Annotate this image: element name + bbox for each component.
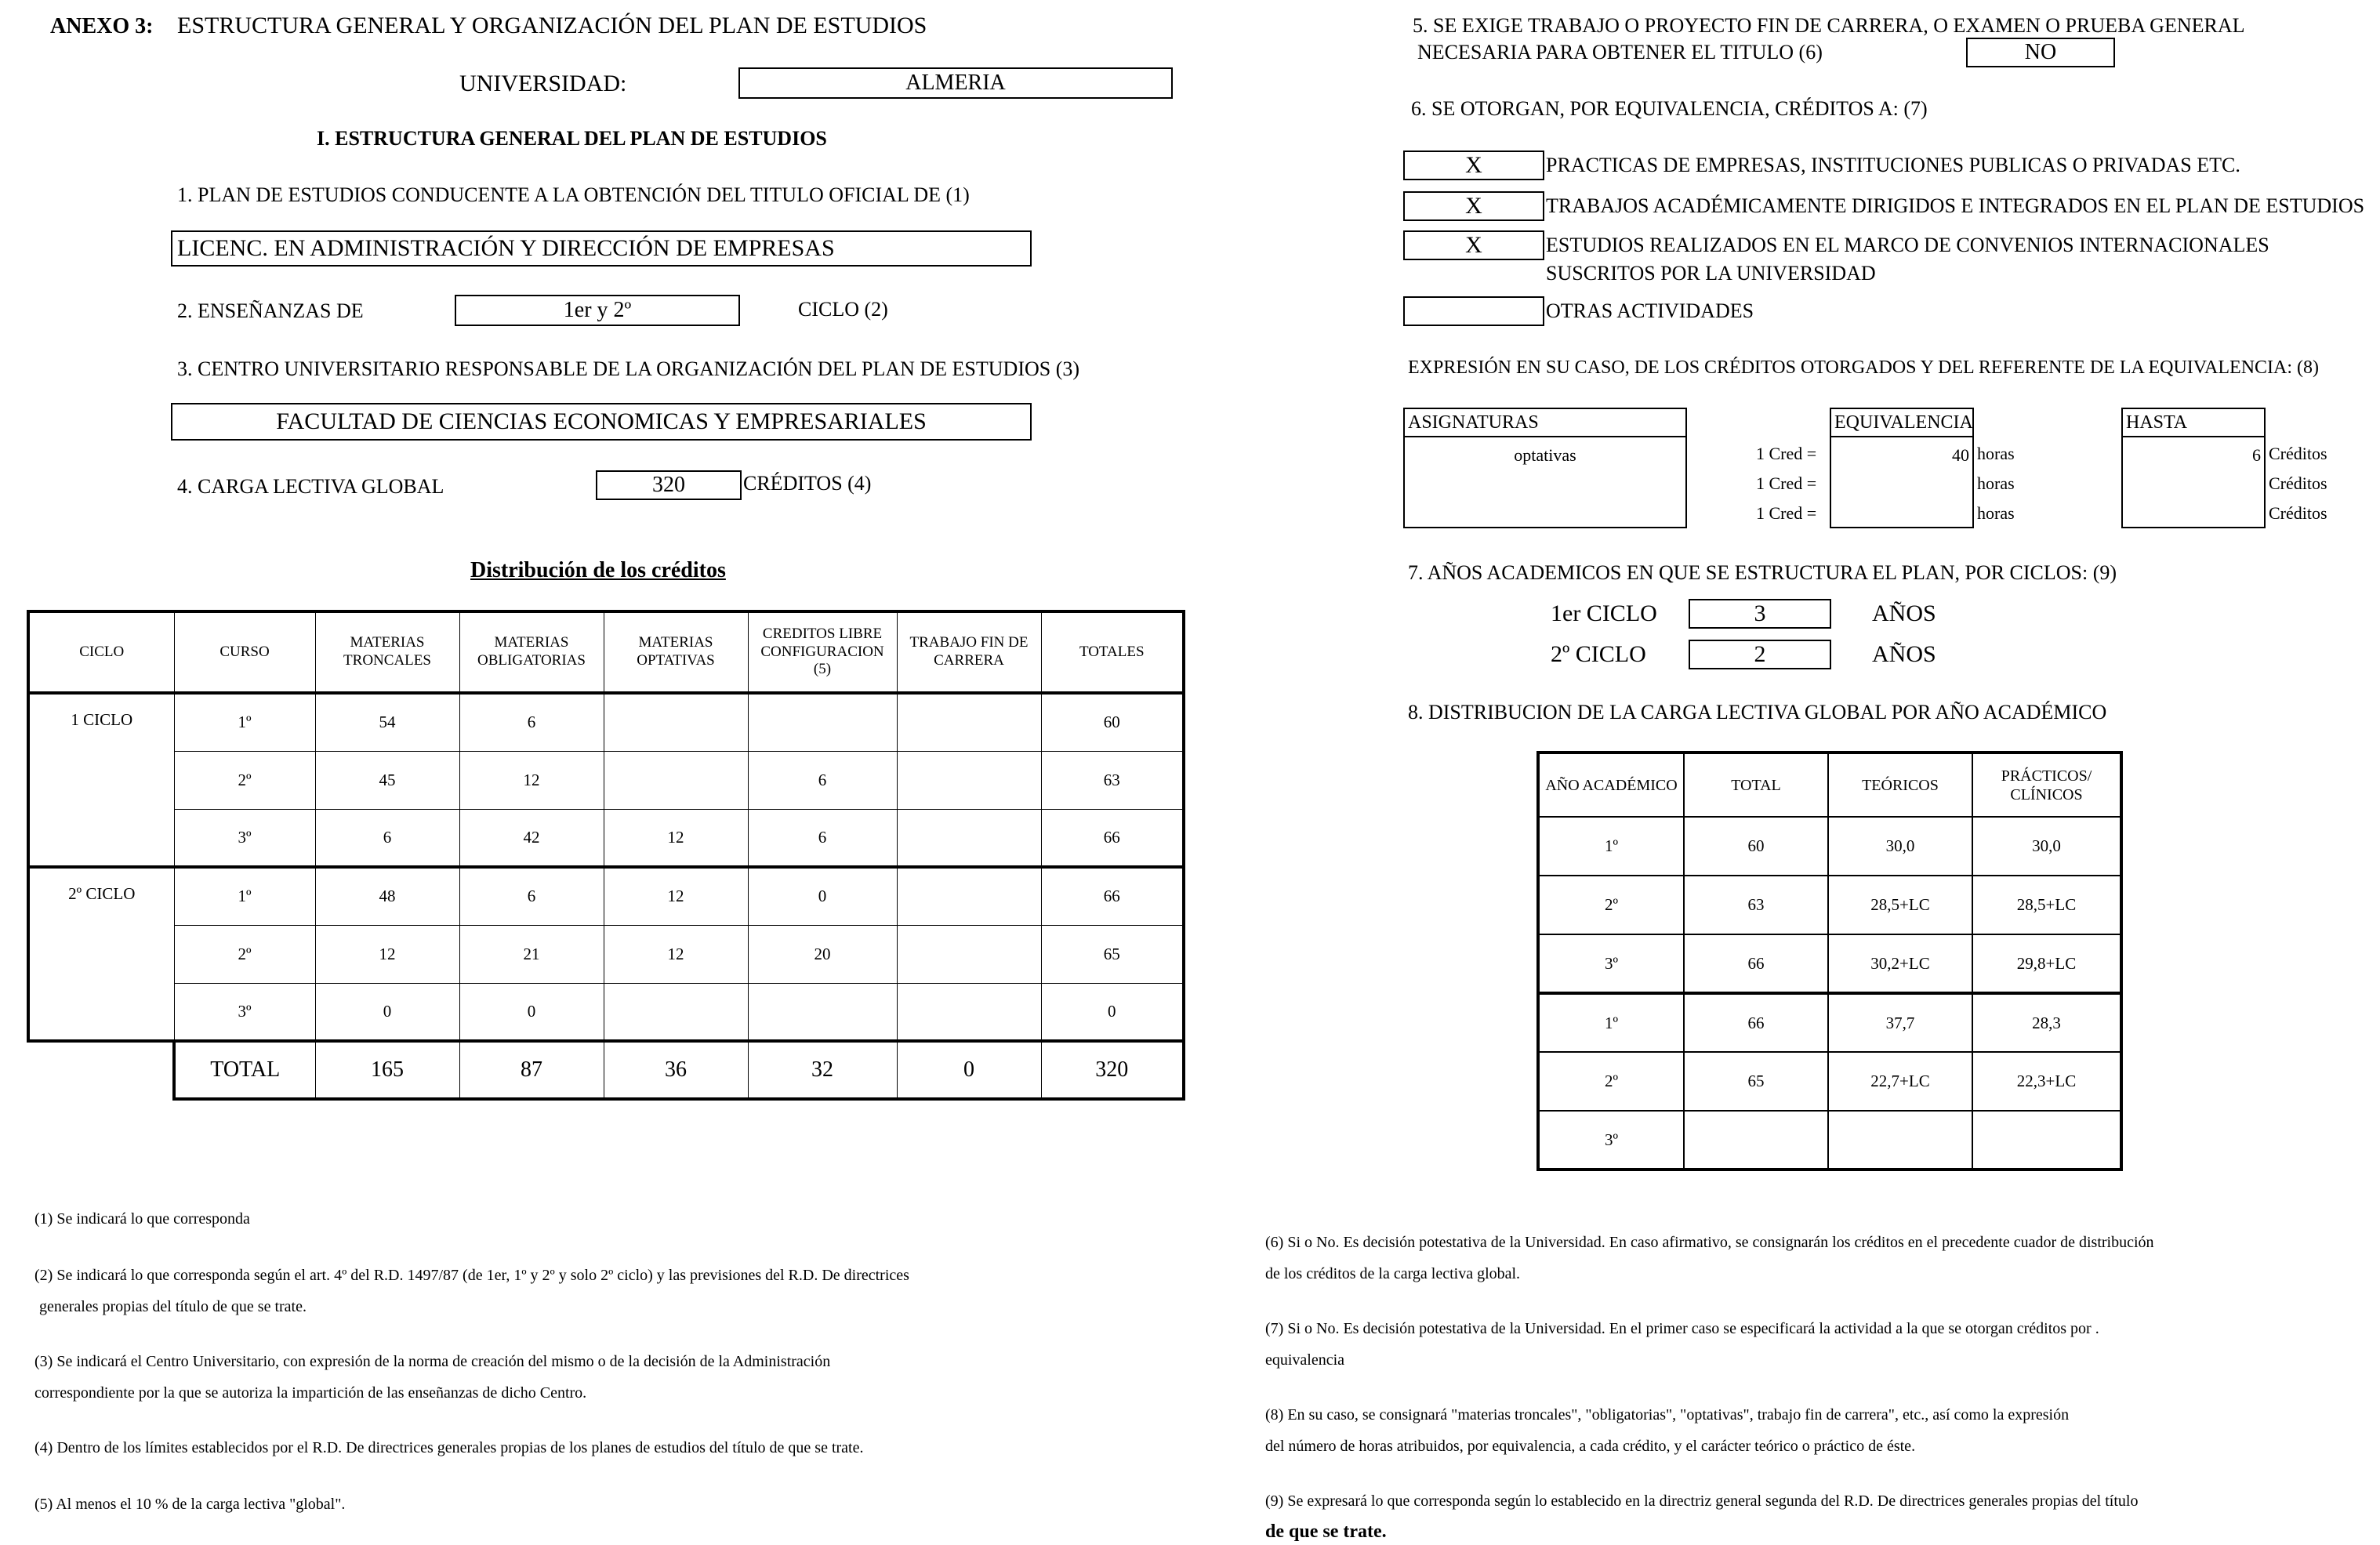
carga-value: 320 — [652, 473, 685, 497]
universidad-value: ALMERIA — [905, 71, 1006, 95]
anos-label-1: AÑOS — [1872, 600, 1936, 626]
section1-title: I. ESTRUCTURA GENERAL DEL PLAN DE ESTUDIOS — [317, 127, 827, 150]
footnote-8b: del número de horas atribuidos, por equivalencia, a cada crédito, y el carácter teórico o práctico de éste. — [1265, 1438, 1916, 1455]
ciclo2-label: 2º CICLO — [1551, 641, 1646, 667]
asignaturas-box — [1403, 408, 1687, 528]
footnote-2a: (2) Se indicará lo que corresponda según el art. 4º del R.D. 1497/87 (de 1er, 1º y 2º y solo 2º ciclo) y las previsiones del R.D. De directrices — [34, 1267, 909, 1284]
horas-label-3: horas — [1977, 503, 2015, 523]
footnote-6a: (6) Si o No. Es decisión potestativa de la Universidad. En caso afirmativo, se consignarán los créditos en el precedente cuador de distribución — [1265, 1234, 2154, 1251]
equivalencia-box — [1830, 408, 1974, 528]
table-row: 3º — [1538, 1111, 2121, 1170]
option-otras-mark — [1403, 296, 1544, 326]
header-practicos: PRÁCTICOS/ CLÍNICOS — [1972, 753, 2121, 817]
footnote-1: (1) Se indicará lo que corresponda — [34, 1210, 250, 1228]
cred-label-2: 1 Cred = — [1756, 473, 1817, 493]
table-row: 1 CICLO 1º 54 6 60 — [28, 693, 1184, 751]
option-practicas-label: PRACTICAS DE EMPRESAS, INSTITUCIONES PUBLICAS O PRIVADAS ETC. — [1546, 154, 2240, 176]
creditos-label-2: Créditos — [2269, 473, 2327, 493]
total-row: TOTAL 165 87 36 32 0 320 — [28, 1041, 1184, 1099]
equivalencia-value: 40 — [1952, 445, 1969, 465]
ciclo1-label: 1er CICLO — [1551, 600, 1657, 626]
horas-label-1: horas — [1977, 444, 2015, 463]
option-trabajos-label: TRABAJOS ACADÉMICAMENTE DIRIGIDOS E INTEGRADOS EN EL PLAN DE ESTUDIOS — [1546, 194, 2365, 217]
universidad-field — [738, 67, 1173, 99]
centro-field — [171, 403, 1032, 441]
distribution-title: Distribución de los créditos — [470, 558, 726, 582]
page-title: ESTRUCTURA GENERAL Y ORGANIZACIÓN DEL PLAN DE ESTUDIOS — [177, 13, 927, 38]
table-row: 1º 60 30,0 30,0 — [1538, 817, 2121, 876]
header-troncales: MATERIAS TRONCALES — [315, 611, 459, 693]
q1-label: 1. PLAN DE ESTUDIOS CONDUCENTE A LA OBTENCIÓN DEL TITULO OFICIAL DE (1) — [177, 183, 970, 206]
header-libre-configuracion: CREDITOS LIBRE CONFIGURACION (5) — [748, 611, 897, 693]
creditos-label-1: Créditos — [2269, 444, 2327, 463]
header-total: TOTAL — [1684, 753, 1828, 817]
q3-label: 3. CENTRO UNIVERSITARIO RESPONSABLE DE LA ORGANIZACIÓN DEL PLAN DE ESTUDIOS (3) — [177, 357, 1080, 380]
distribution-table — [27, 610, 1185, 1101]
equivalencia-head: EQUIVALENCIA — [1831, 409, 1972, 437]
ciclo2-anos-field — [1689, 640, 1831, 669]
q8-title: 8. DISTRIBUCION DE LA CARGA LECTIVA GLOBAL POR AÑO ACADÉMICO — [1408, 701, 2107, 724]
q4-suffix: CRÉDITOS (4) — [743, 472, 872, 495]
universidad-label: UNIVERSIDAD: — [459, 71, 627, 96]
header-optativas: MATERIAS OPTATIVAS — [604, 611, 748, 693]
footnote-2b: generales propias del título de que se trate. — [39, 1298, 307, 1315]
table-row: 2º 45 12 6 63 — [28, 751, 1184, 809]
proyecto-field — [1966, 38, 2115, 67]
titulo-value: LICENC. EN ADMINISTRACIÓN Y DIRECCIÓN DE EMPRESAS — [177, 235, 835, 261]
footnote-3a: (3) Se indicará el Centro Universitario, con expresión de la norma de creación del mismo o de la decisión de la Administración — [34, 1353, 831, 1370]
header-teoricos: TEÓRICOS — [1828, 753, 1972, 817]
header-trabajo-fin: TRABAJO FIN DE CARRERA — [897, 611, 1041, 693]
footnote-9a: (9) Se expresará lo que corresponda según lo establecido en la directriz general segunda del R.D. De directrices generales propias del título — [1265, 1492, 2139, 1510]
q6-title: 6. SE OTORGAN, POR EQUIVALENCIA, CRÉDITOS A: (7) — [1411, 97, 1928, 120]
carga-field — [596, 470, 742, 500]
asignaturas-head: ASIGNATURAS — [1405, 409, 1685, 437]
header-curso: CURSO — [174, 611, 315, 693]
cred-label-1: 1 Cred = — [1756, 444, 1817, 463]
q2-suffix: CICLO (2) — [798, 298, 888, 321]
footnote-3b: correspondiente por la que se autoriza la impartición de las enseñanzas de dicho Centro. — [34, 1384, 587, 1402]
ciclo1-anos-value: 3 — [1754, 600, 1766, 626]
expresion-label: EXPRESIÓN EN SU CASO, DE LOS CRÉDITOS OTORGADOS Y DEL REFERENTE DE LA EQUIVALENCIA: (8) — [1408, 357, 2320, 378]
ciclo2-anos-value: 2 — [1754, 641, 1766, 667]
anexo-label: ANEXO 3: — [50, 14, 154, 38]
footnote-5: (5) Al menos el 10 % de la carga lectiva "global". — [34, 1496, 346, 1513]
ciclo1-cell: 1 CICLO — [28, 693, 174, 867]
asignaturas-value: optativas — [1514, 445, 1576, 465]
header-ano: AÑO ACADÉMICO — [1538, 753, 1684, 817]
table-row: 1º 66 37,7 28,3 — [1538, 993, 2121, 1052]
ciclo2-cell: 2º CICLO — [28, 867, 174, 1041]
q4-label: 4. CARGA LECTIVA GLOBAL — [177, 475, 444, 498]
table-row: 2º CICLO 1º 48 6 12 0 66 — [28, 867, 1184, 925]
table-row: 2º 63 28,5+LC 28,5+LC — [1538, 876, 2121, 934]
hasta-head: HASTA — [2123, 409, 2264, 437]
header-ciclo: CICLO — [28, 611, 174, 693]
horas-label-2: horas — [1977, 473, 2015, 493]
distribution-header-row — [28, 611, 1184, 693]
year-distribution-table — [1536, 751, 2123, 1171]
anos-label-2: AÑOS — [1872, 641, 1936, 667]
option-practicas-mark: X — [1403, 151, 1544, 180]
q5-line2: NECESARIA PARA OBTENER EL TITULO (6) — [1417, 41, 1823, 63]
table-row: 3º 0 0 0 — [28, 983, 1184, 1041]
option-convenios-mark: X — [1403, 230, 1544, 260]
cred-label-3: 1 Cred = — [1756, 503, 1817, 523]
hasta-box — [2121, 408, 2266, 528]
creditos-label-3: Créditos — [2269, 503, 2327, 523]
table-row: 2º 12 21 12 20 65 — [28, 925, 1184, 983]
footnote-7a: (7) Si o No. Es decisión potestativa de la Universidad. En el primer caso se especificará la actividad a la que se otorgan créditos por . — [1265, 1320, 2099, 1337]
footnote-4: (4) Dentro de los límites establecidos por el R.D. De directrices generales propias de los planes de estudios del título de que se trate. — [34, 1439, 864, 1456]
footnote-7b: equivalencia — [1265, 1351, 1345, 1369]
table-row: 3º 6 42 12 6 66 — [28, 809, 1184, 867]
option-convenios-label: ESTUDIOS REALIZADOS EN EL MARCO DE CONVENIOS INTERNACIONALES — [1546, 234, 2269, 256]
centro-value: FACULTAD DE CIENCIAS ECONOMICAS Y EMPRESARIALES — [276, 408, 927, 434]
header-totales: TOTALES — [1041, 611, 1184, 693]
hasta-value: 6 — [2252, 445, 2261, 465]
table-row: 2º 65 22,7+LC 22,3+LC — [1538, 1052, 2121, 1111]
footnote-6b: de los créditos de la carga lectiva global. — [1265, 1265, 1521, 1282]
header-obligatorias: MATERIAS OBLIGATORIAS — [459, 611, 604, 693]
year-header-row — [1538, 753, 2121, 817]
option-convenios-label2: SUSCRITOS POR LA UNIVERSIDAD — [1546, 262, 1876, 285]
ciclo1-anos-field — [1689, 599, 1831, 629]
q2-label: 2. ENSEÑANZAS DE — [177, 299, 364, 322]
footnote-9b: de que se trate. — [1265, 1521, 1387, 1542]
option-otras-label: OTRAS ACTIVIDADES — [1546, 299, 1754, 322]
titulo-field — [171, 230, 1032, 267]
q5-line1: 5. SE EXIGE TRABAJO O PROYECTO FIN DE CARRERA, O EXAMEN O PRUEBA GENERAL — [1413, 14, 2245, 37]
q7-title: 7. AÑOS ACADEMICOS EN QUE SE ESTRUCTURA EL PLAN, POR CICLOS: (9) — [1408, 561, 2117, 584]
proyecto-value: NO — [2024, 40, 2057, 64]
option-trabajos-mark: X — [1403, 191, 1544, 221]
footnote-8a: (8) En su caso, se consignará "materias troncales", "obligatorias", "optativas", trabajo fin de carrera", etc., así como la expresión — [1265, 1406, 2070, 1424]
ensenanzas-value: 1er y 2º — [563, 298, 632, 322]
ensenanzas-field — [455, 295, 740, 326]
table-row: 3º 66 30,2+LC 29,8+LC — [1538, 934, 2121, 993]
